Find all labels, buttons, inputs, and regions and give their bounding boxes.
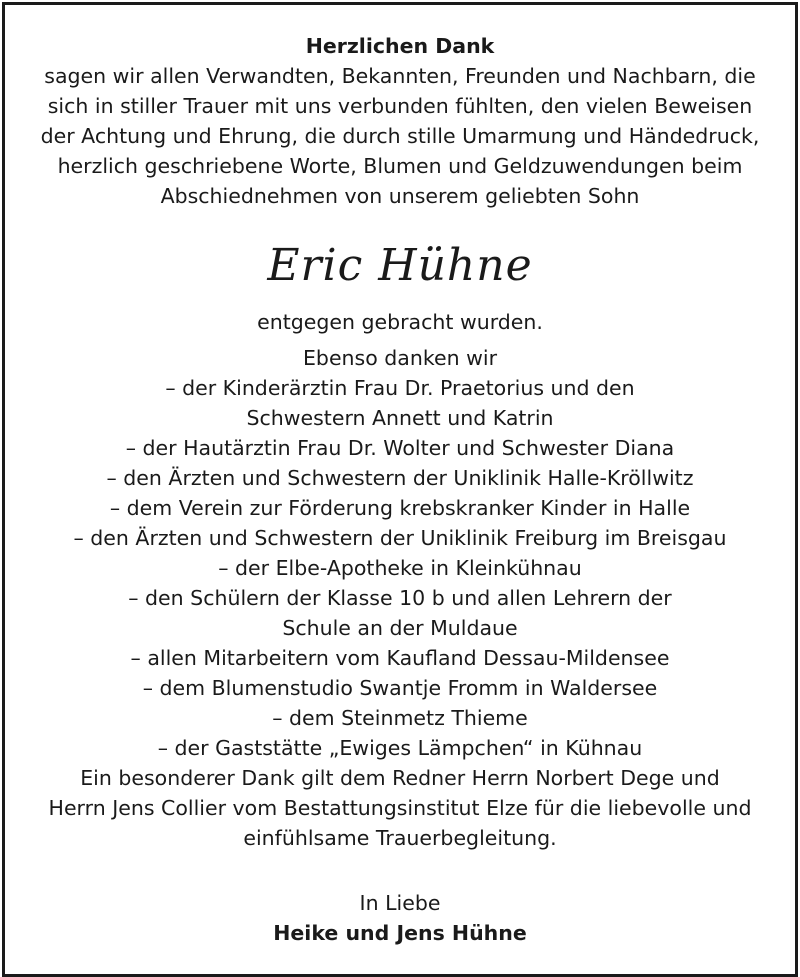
after-name-line: entgegen gebracht wurden. xyxy=(257,310,543,334)
intro-line: der Achtung und Ehrung, die durch stille Umarmung und Händedruck, xyxy=(40,124,760,148)
intro-line: herzlich geschriebene Worte, Blumen und Geldzuwendungen beim xyxy=(57,154,743,178)
closing: In Liebe xyxy=(359,891,441,915)
thanks-item: – den Schülern der Klasse 10 b und allen Lehrern der xyxy=(128,586,672,610)
special-thanks-line: Ein besonderer Dank gilt dem Redner Herrn Norbert Dege und xyxy=(80,766,720,790)
thanks-item: – der Elbe-Apotheke in Kleinkühnau xyxy=(218,556,582,580)
thanks-item: – dem Blumenstudio Swantje Fromm in Waldersee xyxy=(142,676,658,700)
thanks-item: – dem Verein zur Förderung krebskranker Kinder in Halle xyxy=(109,496,691,520)
thanks-intro: Ebenso danken wir xyxy=(302,346,498,370)
thanks-item: – der Gaststätte „Ewiges Lämpchen“ in Kühnau xyxy=(157,736,643,760)
thanks-item: – den Ärzten und Schwestern der Uniklinik Freiburg im Breisgau xyxy=(73,526,727,550)
thanks-item: – der Kinderärztin Frau Dr. Praetorius und den xyxy=(165,376,635,400)
deceased-name: Eric Hühne xyxy=(267,240,533,291)
special-thanks-line: einfühlsame Trauerbegleitung. xyxy=(243,826,557,850)
thanks-item: – dem Steinmetz Thieme xyxy=(272,706,528,730)
intro-line: Abschiednehmen von unserem geliebten Sohn xyxy=(160,184,640,208)
thanks-item: – der Hautärztin Frau Dr. Wolter und Schwester Diana xyxy=(125,436,675,460)
intro-line: sich in stiller Trauer mit uns verbunden fühlten, den vielen Beweisen xyxy=(47,94,753,118)
thanks-item: Schule an der Muldaue xyxy=(282,616,518,640)
intro-line: sagen wir allen Verwandten, Bekannten, Freunden und Nachbarn, die xyxy=(44,64,756,88)
thanks-item: Schwestern Annett und Katrin xyxy=(246,406,554,430)
special-thanks-line: Herrn Jens Collier vom Bestattungsinstitut Elze für die liebevolle und xyxy=(48,796,752,820)
thanks-item: – den Ärzten und Schwestern der Uniklinik Halle-Kröllwitz xyxy=(106,466,694,490)
heading: Herzlichen Dank xyxy=(305,34,495,58)
signature: Heike und Jens Hühne xyxy=(273,921,527,945)
thanks-item: – allen Mitarbeitern vom Kaufland Dessau-Mildensee xyxy=(130,646,670,670)
